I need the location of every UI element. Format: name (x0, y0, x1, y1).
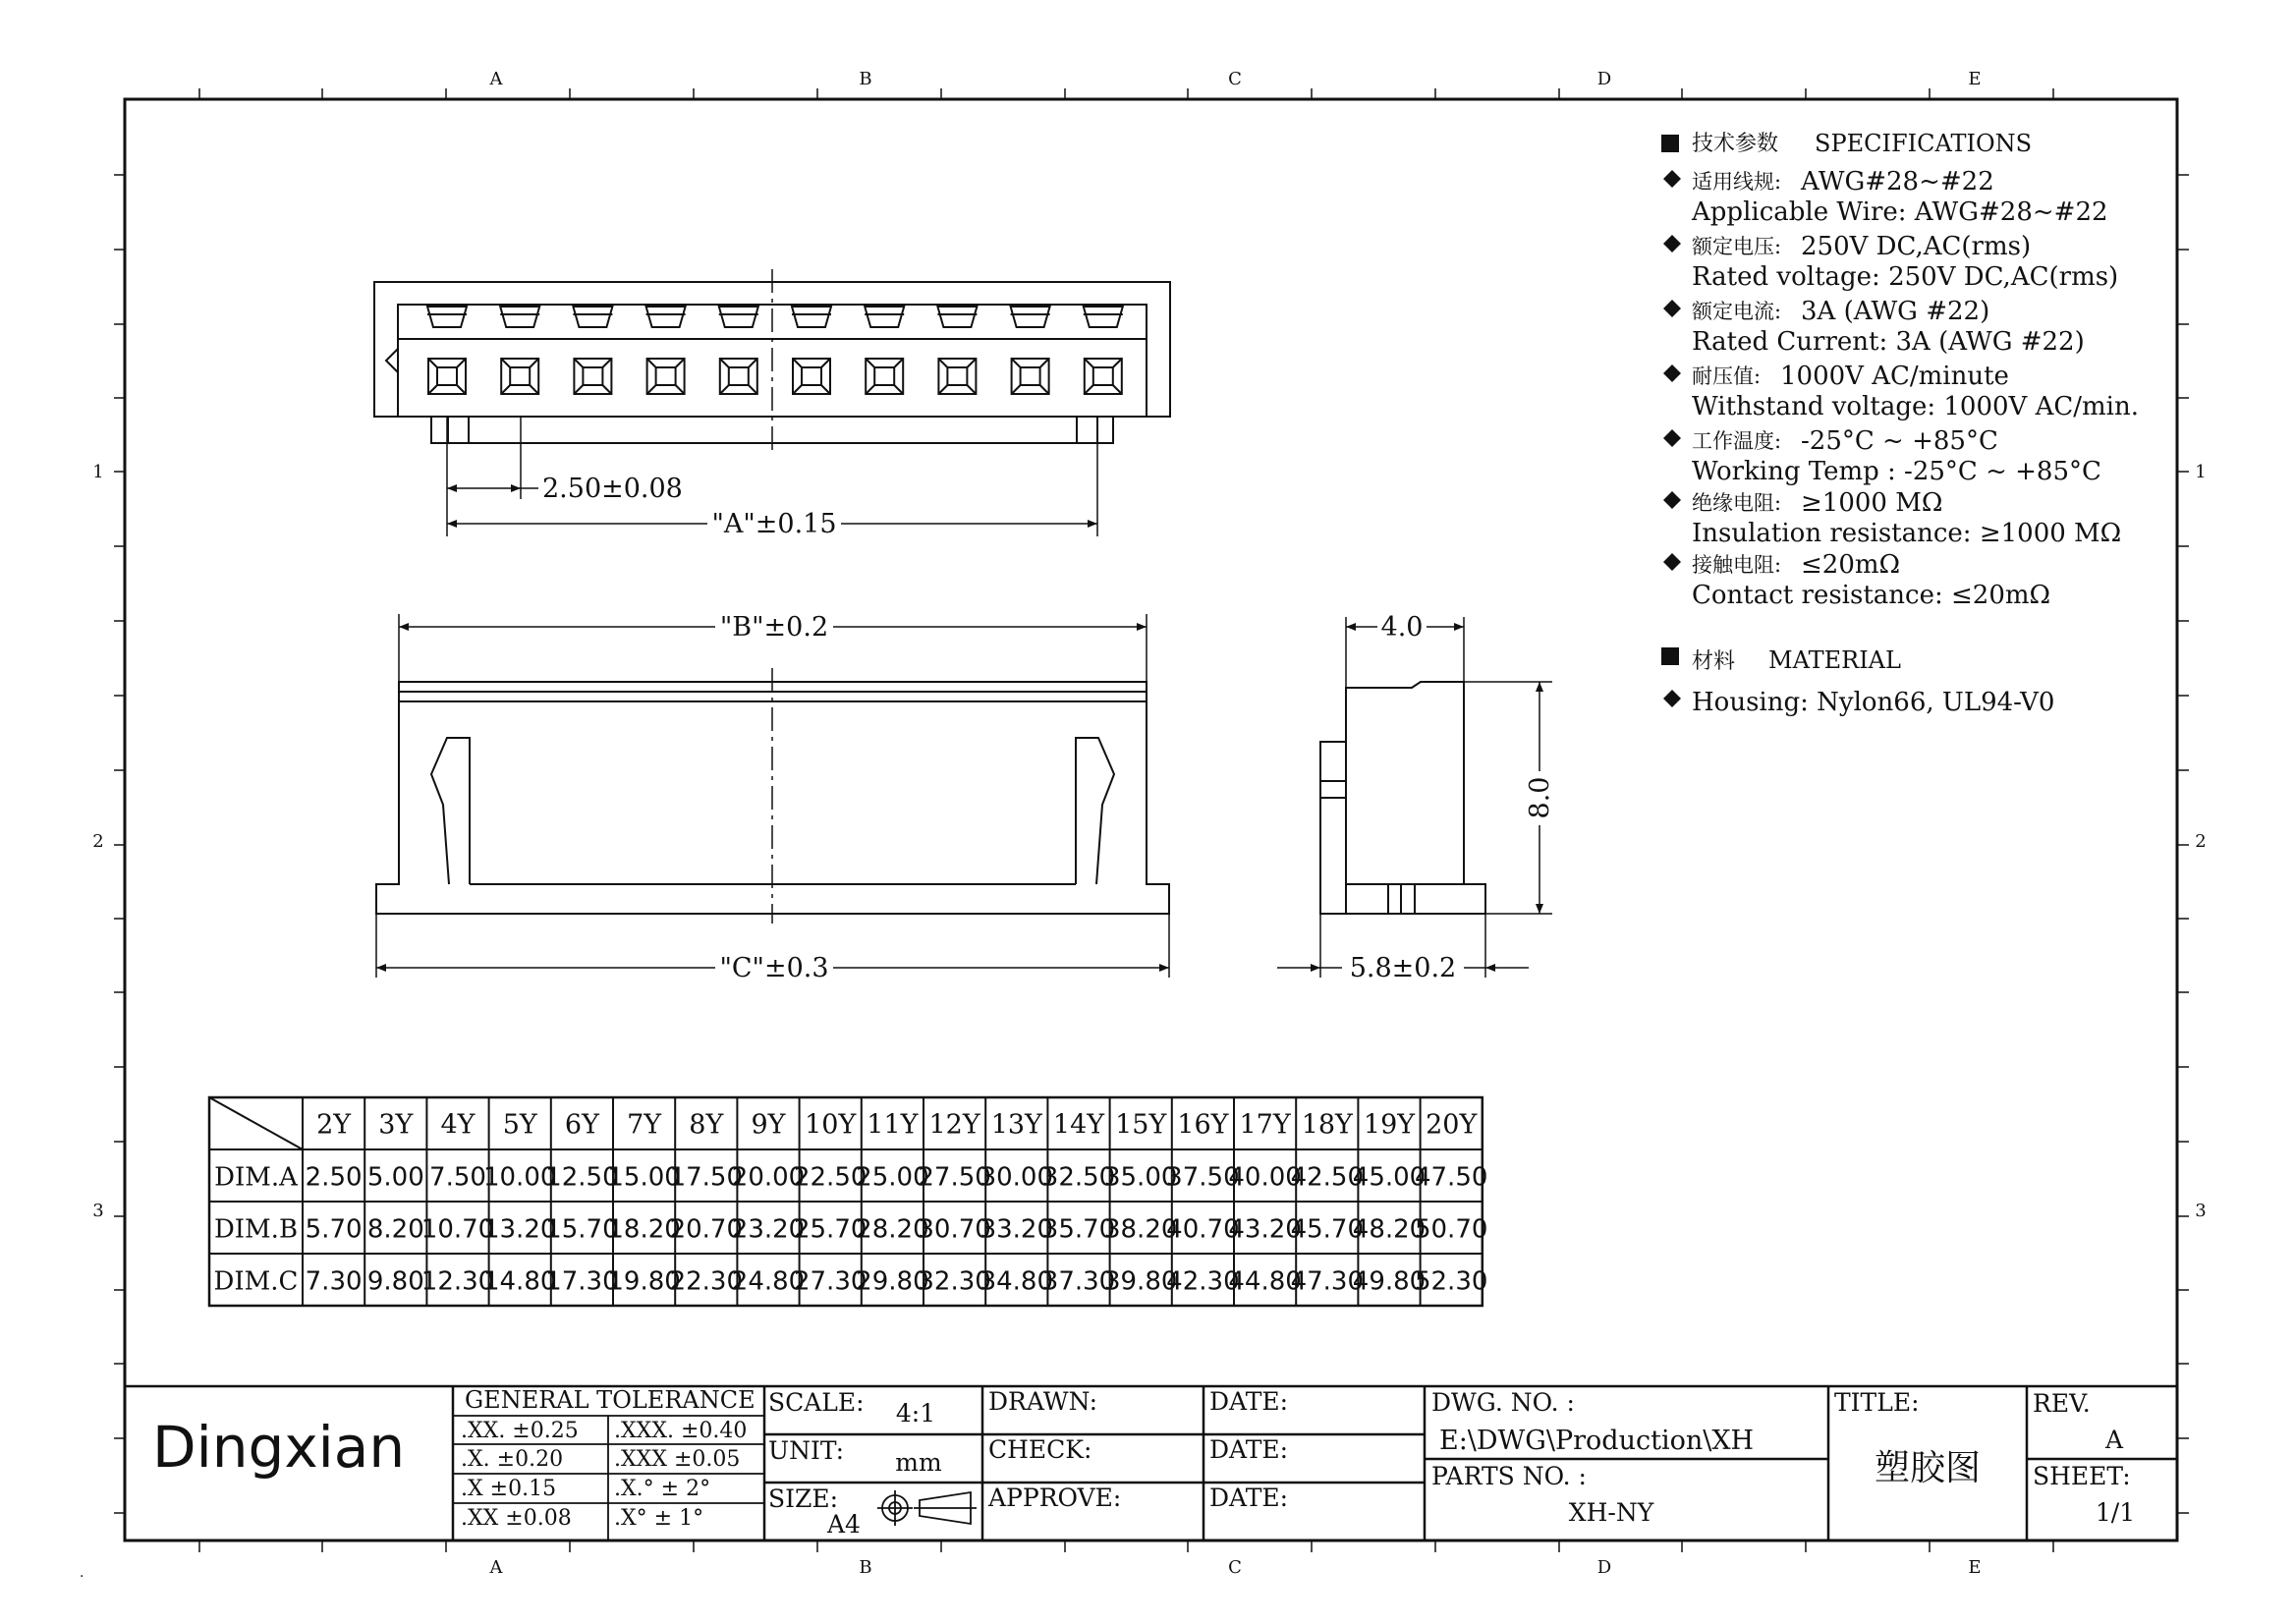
title-label: TITLE: (1834, 1388, 1920, 1417)
dim-a (447, 509, 1097, 539)
pin-slot (1011, 307, 1050, 327)
spec-bullet (1663, 429, 1681, 447)
table-cell: 30.00 (980, 1162, 1054, 1193)
zone-label-x: B (859, 1557, 872, 1578)
spec-value-cn: AWG#28~#22 (1801, 167, 1994, 196)
spec-bullet (1663, 364, 1681, 382)
table-cell: 7.50 (429, 1162, 486, 1193)
zone-label-x: C (1228, 69, 1242, 89)
table-column-header: 17Y (1239, 1109, 1291, 1141)
table-cell: 45.00 (1352, 1162, 1427, 1193)
table-cell: 30.70 (918, 1214, 991, 1245)
projection-symbol-icon (877, 1490, 977, 1526)
dim-depth (1277, 914, 1529, 983)
unit-label: UNIT: (768, 1436, 845, 1465)
tolerance-table (461, 1419, 747, 1531)
table-cell: 32.50 (1041, 1162, 1116, 1193)
spec-bullet (1663, 553, 1681, 571)
spec-label-cn: 工作温度: (1692, 429, 1782, 453)
spec-label-cn: 绝缘电阻: (1692, 491, 1782, 515)
zone-label-x: A (489, 69, 503, 89)
table-cell: 48.20 (1352, 1214, 1427, 1245)
date-label-drawn: DATE: (1209, 1387, 1289, 1416)
table-cell: 40.70 (1166, 1214, 1240, 1245)
rev-label: REV. (2033, 1389, 2091, 1418)
specs-heading-cn: 技术参数 (1692, 132, 1779, 156)
pin-slot (427, 307, 467, 327)
tolerance-cell: .XXX. ±0.40 (614, 1419, 748, 1443)
dim-b-label: "B"±0.2 (719, 612, 829, 643)
scale-label: SCALE: (768, 1388, 865, 1417)
general-tolerance-heading: GENERAL TOLERANCE (465, 1386, 756, 1414)
table-cell: 5.00 (366, 1162, 424, 1193)
table-cell: 5.70 (305, 1214, 363, 1245)
spec-line-en: Contact resistance: ≤20mΩ (1692, 581, 2051, 610)
table-column-header: 14Y (1052, 1109, 1105, 1141)
table-cell: 39.80 (1103, 1266, 1178, 1297)
pin-slot (573, 307, 612, 327)
table-cell: 49.80 (1352, 1266, 1427, 1297)
table-cell: 27.50 (918, 1162, 991, 1193)
table-cell: 32.30 (918, 1266, 991, 1297)
table-column-header: 9Y (751, 1109, 786, 1141)
table-cell: 14.80 (482, 1266, 557, 1297)
spec-label-cn: 适用线规: (1692, 170, 1782, 194)
table-cell: 7.30 (305, 1266, 363, 1297)
table-cell: 37.30 (1041, 1266, 1116, 1297)
table-cell: 25.00 (856, 1162, 929, 1193)
date-label-check: DATE: (1209, 1435, 1289, 1464)
table-cell: 40.00 (1228, 1162, 1302, 1193)
dwg-no-label: DWG. NO. : (1431, 1388, 1575, 1417)
scale-value: 4:1 (895, 1399, 936, 1428)
drawn-label: DRAWN: (988, 1387, 1098, 1416)
dim-depth-label: 5.8±0.2 (1349, 953, 1457, 983)
table-cell: 34.80 (980, 1266, 1054, 1297)
size-value: A4 (827, 1510, 861, 1539)
table-cell: 18.20 (607, 1214, 681, 1245)
spec-line-en: Withstand voltage: 1000V AC/min. (1692, 392, 2139, 421)
pin-slot (646, 307, 686, 327)
dim-height-label: 8.0 (1525, 776, 1555, 819)
sheet-value: 1/1 (2095, 1498, 2136, 1527)
zone-label-x: D (1596, 69, 1612, 89)
table-cell: 38.20 (1103, 1214, 1178, 1245)
table-cell: 20.00 (731, 1162, 806, 1193)
table-cell: 35.70 (1041, 1214, 1116, 1245)
table-cell: 52.30 (1414, 1266, 1488, 1297)
dim-c-label: "C"±0.3 (719, 953, 829, 983)
table-cell: 50.70 (1414, 1214, 1488, 1245)
table-column-header: 16Y (1177, 1109, 1229, 1141)
table-cell: 2.50 (305, 1162, 363, 1193)
spec-label-cn: 额定电压: (1692, 235, 1782, 258)
pin-slot (1084, 307, 1123, 327)
table-cell: 8.20 (366, 1214, 424, 1245)
pin-slot (719, 307, 758, 327)
table-cell: 42.30 (1166, 1266, 1240, 1297)
table-cell: 9.80 (366, 1266, 424, 1297)
table-cell: 25.70 (793, 1214, 868, 1245)
svg-text:·: · (80, 1569, 84, 1585)
dim-c (376, 914, 1169, 983)
specifications-block (1661, 130, 2139, 717)
table-row-label: DIM.B (213, 1214, 299, 1245)
spec-line-en: Rated voltage: 250V DC,AC(rms) (1692, 262, 2119, 292)
drawing-title: 塑胶图 (1874, 1448, 1982, 1488)
zone-labels (92, 69, 2206, 1578)
connector-side-view (1320, 682, 1485, 914)
table-column-header: 18Y (1301, 1109, 1353, 1141)
table-column-header: 12Y (928, 1109, 980, 1141)
pin-slot (792, 307, 831, 327)
zone-label-x: D (1596, 1557, 1612, 1578)
spec-value-cn: 1000V AC/minute (1780, 362, 2009, 391)
spec-value-cn: ≤20mΩ (1801, 550, 1901, 580)
pin-slot (500, 307, 539, 327)
spec-value-cn: ≥1000 MΩ (1801, 488, 1943, 518)
table-cell: 47.30 (1290, 1266, 1365, 1297)
spec-line-en: Working Temp : -25°C ~ +85°C (1692, 457, 2101, 486)
check-label: CHECK: (988, 1435, 1092, 1464)
table-column-header: 7Y (627, 1109, 662, 1141)
zone-label-y: 1 (2195, 462, 2207, 482)
housing-spec: Housing: Nylon66, UL94-V0 (1692, 688, 2055, 717)
table-cell: 17.50 (669, 1162, 744, 1193)
zone-label-y: 2 (92, 831, 104, 852)
table-cell: 22.50 (793, 1162, 868, 1193)
table-column-header: 3Y (378, 1109, 414, 1141)
tolerance-cell: .X ±0.15 (461, 1477, 557, 1501)
table-cell: 44.80 (1228, 1266, 1302, 1297)
zone-label-x: B (859, 69, 872, 89)
tolerance-cell: .X° ± 1° (614, 1506, 704, 1531)
rev-value: A (2104, 1426, 2124, 1454)
dim-width (1346, 612, 1464, 688)
spec-bullet (1663, 491, 1681, 509)
spec-value-cn: -25°C ~ +85°C (1801, 426, 1998, 456)
table-cell: 10.70 (420, 1214, 495, 1245)
table-column-header: 19Y (1363, 1109, 1416, 1141)
table-cell: 12.50 (545, 1162, 619, 1193)
table-column-header: 8Y (689, 1109, 724, 1141)
tolerance-cell: .X.° ± 2° (614, 1477, 711, 1501)
table-cell: 27.30 (793, 1266, 868, 1297)
tolerance-cell: .XX ±0.08 (461, 1506, 572, 1531)
table-cell: 20.70 (669, 1214, 744, 1245)
zone-label-y: 3 (92, 1201, 104, 1221)
spec-bullet (1663, 170, 1681, 188)
dwg-no-value: E:\DWG\Production\XH (1439, 1426, 1755, 1456)
parts-no-label: PARTS NO. : (1431, 1462, 1587, 1490)
table-cell: 43.20 (1228, 1214, 1302, 1245)
approve-label: APPROVE: (988, 1484, 1122, 1512)
table-cell: 28.20 (856, 1214, 929, 1245)
table-cell: 45.70 (1290, 1214, 1365, 1245)
dim-a-label: "A"±0.15 (711, 509, 837, 539)
date-label-approve: DATE: (1209, 1484, 1289, 1512)
material-bullet (1661, 647, 1679, 665)
company-logo-text: Dingxian (152, 1414, 406, 1481)
heading-bullet (1661, 135, 1679, 152)
table-cell: 33.20 (980, 1214, 1054, 1245)
pitch-label: 2.50±0.08 (542, 474, 683, 504)
zone-label-y: 2 (2195, 831, 2207, 852)
dimension-table (209, 1097, 1487, 1306)
table-cell: 42.50 (1290, 1162, 1365, 1193)
size-label: SIZE: (768, 1484, 839, 1513)
table-cell: 15.70 (545, 1214, 619, 1245)
table-column-header: 20Y (1426, 1109, 1478, 1141)
unit-value: mm (895, 1448, 942, 1477)
table-column-header: 11Y (867, 1109, 919, 1141)
table-cell: 23.20 (731, 1214, 806, 1245)
sheet-label: SHEET: (2033, 1462, 2131, 1490)
table-cell: 13.20 (482, 1214, 557, 1245)
dim-width-label: 4.0 (1380, 612, 1424, 643)
zone-label-x: E (1968, 1557, 1982, 1578)
zone-label-x: A (489, 1557, 503, 1578)
tolerance-cell: .X. ±0.20 (461, 1447, 564, 1472)
table-row-label: DIM.C (213, 1266, 299, 1297)
spec-label-cn: 接触电阻: (1692, 553, 1782, 577)
spec-value-cn: 250V DC,AC(rms) (1801, 232, 2032, 261)
tolerance-cell: .XXX ±0.05 (614, 1447, 741, 1472)
zone-label-y: 3 (2195, 1201, 2207, 1221)
zone-label-x: C (1228, 1557, 1242, 1578)
spec-line-en: Rated Current: 3A (AWG #22) (1692, 327, 2085, 357)
table-column-header: 15Y (1115, 1109, 1167, 1141)
table-column-header: 4Y (440, 1109, 476, 1141)
zone-label-x: E (1968, 69, 1982, 89)
table-column-header: 10Y (805, 1109, 857, 1141)
table-column-header: 2Y (316, 1109, 352, 1141)
parts-no-value: XH-NY (1568, 1498, 1654, 1527)
table-cell: 24.80 (731, 1266, 806, 1297)
housing-bullet (1663, 690, 1681, 707)
table-cell: 15.00 (607, 1162, 681, 1193)
material-heading-cn: 材料 (1692, 649, 1736, 674)
table-cell: 10.00 (482, 1162, 557, 1193)
table-cell: 47.50 (1414, 1162, 1488, 1193)
spec-value-cn: 3A (AWG #22) (1801, 297, 1990, 326)
pin-slot (865, 307, 904, 327)
table-row-label: DIM.A (214, 1162, 298, 1193)
spec-bullet (1663, 300, 1681, 317)
table-cell: 37.50 (1166, 1162, 1240, 1193)
spec-label-cn: 耐压值: (1692, 364, 1762, 388)
table-cell: 35.00 (1103, 1162, 1178, 1193)
specs-heading-en: SPECIFICATIONS (1815, 130, 2033, 157)
table-column-header: 5Y (502, 1109, 537, 1141)
table-cell: 19.80 (607, 1266, 681, 1297)
table-column-header: 6Y (564, 1109, 599, 1141)
table-cell: 12.30 (420, 1266, 495, 1297)
spec-line-en: Applicable Wire: AWG#28~#22 (1692, 197, 2108, 227)
table-cell: 29.80 (856, 1266, 929, 1297)
spec-label-cn: 额定电流: (1692, 300, 1782, 323)
material-heading-en: MATERIAL (1768, 646, 1901, 674)
dim-height (1464, 682, 1555, 914)
zone-label-y: 1 (92, 462, 104, 482)
spec-bullet (1663, 235, 1681, 252)
corner-diagonal (209, 1097, 303, 1149)
table-column-header: 13Y (990, 1109, 1042, 1141)
table-cell: 17.30 (545, 1266, 619, 1297)
pin-slot (937, 307, 977, 327)
table-cell: 22.30 (669, 1266, 744, 1297)
tolerance-cell: .XX. ±0.25 (461, 1419, 579, 1443)
spec-line-en: Insulation resistance: ≥1000 MΩ (1692, 519, 2122, 548)
